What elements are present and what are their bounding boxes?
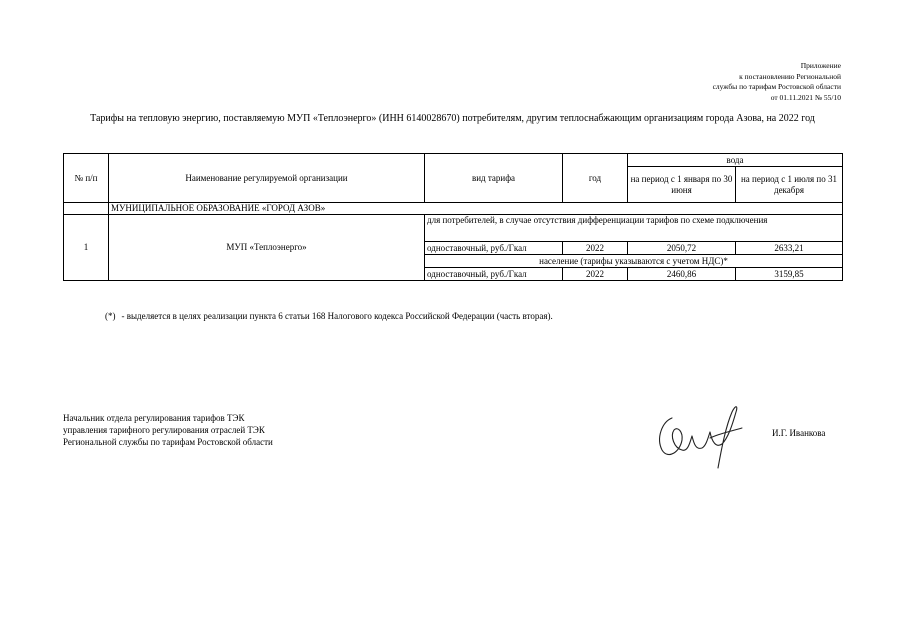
header-tariff-type: вид тарифа <box>425 154 563 203</box>
row-number: 1 <box>64 215 109 281</box>
value-cell: 2633,21 <box>736 242 843 255</box>
header-num: № п/п <box>64 154 109 203</box>
value-cell: 2050,72 <box>628 242 736 255</box>
header-year: год <box>563 154 628 203</box>
header-period-1: на период с 1 января по 30 июня <box>628 167 736 203</box>
year-cell: 2022 <box>563 242 628 255</box>
appendix-line: к постановлению Региональной <box>739 71 841 81</box>
signer-name: И.Г. Иванкова <box>772 428 826 438</box>
tariff-table <box>63 153 843 281</box>
year-cell: 2022 <box>563 268 628 281</box>
signer-line: Начальник отдела регулирования тарифов ТЭК <box>63 413 245 423</box>
document-title: Тарифы на тепловую энергию, поставляемую МУП «Теплоэнерго» (ИНН 6140028670) потребителям, другим теплоснабжающим организациям города Азова, на 2022 год <box>90 113 815 124</box>
value-cell: 3159,85 <box>736 268 843 281</box>
appendix-header <box>713 61 841 103</box>
appendix-line: от 01.11.2021 № 55/10 <box>770 92 841 102</box>
section-consumers: для потребителей, в случае отсутствия дифференциации тарифов по схеме подключения <box>425 215 843 242</box>
signer-line: управления тарифного регулирования отраслей ТЭК <box>63 425 265 435</box>
value-cell: 2460,86 <box>628 268 736 281</box>
footnote <box>105 310 553 322</box>
header-water: вода <box>628 154 843 167</box>
tariff-type-cell: одноставочный, руб./Гкал <box>425 242 563 255</box>
handwritten-signature <box>652 398 748 474</box>
header-org: Наименование регулируемой организации <box>109 154 425 203</box>
tariff-type-cell: одноставочный, руб./Гкал <box>425 268 563 281</box>
appendix-line: Приложение <box>800 61 841 70</box>
footnote-mark: (*) <box>105 311 116 321</box>
org-name: МУП «Теплоэнерго» <box>109 215 425 281</box>
footnote-text: - выделяется в целях реализации пункта 6 статьи 168 Налогового кодекса Российской Федерации (часть вторая). <box>121 311 553 321</box>
municipality-row: МУНИЦИПАЛЬНОЕ ОБРАЗОВАНИЕ «ГОРОД АЗОВ» <box>109 203 843 215</box>
header-period-2: на период с 1 июля по 31 декабря <box>736 167 843 203</box>
section-population: население (тарифы указываются с учетом НДС)* <box>425 255 843 268</box>
signer-position <box>63 412 273 448</box>
municipality-num-cell <box>64 203 109 215</box>
signer-line: Региональной службы по тарифам Ростовской области <box>63 437 273 447</box>
appendix-line: службы по тарифам Ростовской области <box>712 82 841 91</box>
